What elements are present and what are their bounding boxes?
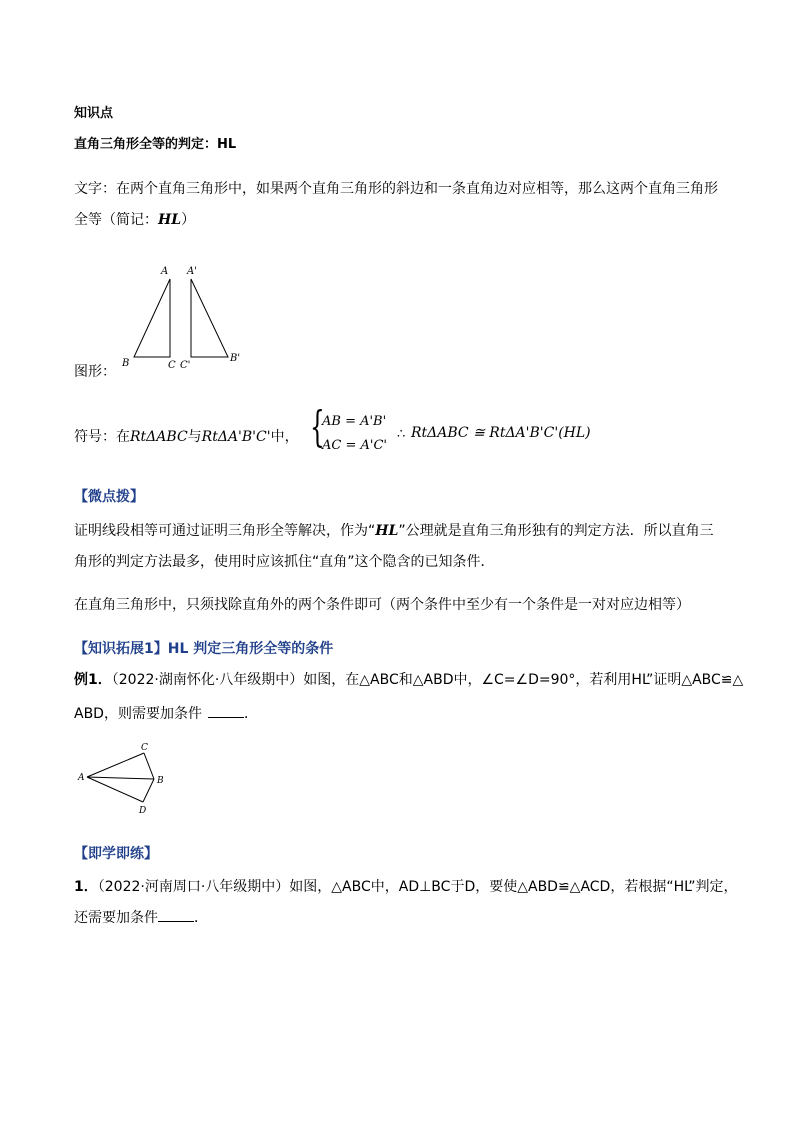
example-text-1: （2022·湖南怀化·八年级期中）如图，在△ABC和△ABD中，∠C=∠D=90°，若利用HL”证明△ABC≌△ (111, 672, 744, 688)
segment-ac (87, 753, 144, 777)
text-line-2 (74, 209, 195, 229)
example-point-c: C (141, 743, 148, 753)
congruent-triangles-figure (110, 258, 260, 373)
triangle-abc (134, 279, 170, 357)
text-hl-abbr: HL (158, 212, 182, 228)
tip-heading: 【微点拨】 (74, 489, 144, 505)
practice-heading: 【即学即练】 (74, 846, 158, 862)
tip-p1-a: 证明线段相等可通过证明三角形全等解决，作为“ (74, 523, 376, 539)
practice-answer-blank[interactable] (158, 907, 194, 922)
segment-ab (87, 777, 154, 779)
example-label: 例1． (74, 672, 112, 688)
segment-ad (87, 777, 143, 802)
section-title-knowledge: 知识点 (74, 106, 114, 121)
tip-p1-b: ”公理就是直角三角形独有的判定方法．所以直角三 (398, 523, 714, 539)
point-c2-label: C' (180, 360, 191, 371)
symbol-triangle-1: ΔABC (146, 429, 188, 445)
practice-text-2: 还需要加条件 (74, 910, 158, 926)
practice-item-label: 1． (74, 879, 98, 895)
symbol-zhong: 中， (270, 429, 299, 445)
example-line-1 (74, 669, 743, 689)
practice-line-1 (74, 876, 738, 896)
tip-paragraph-1-line-1 (74, 520, 714, 540)
segment-db (143, 779, 154, 802)
therefore-symbol: ∴ (397, 427, 406, 442)
practice-end: ． (194, 910, 208, 926)
text-line-2-start: 全等（简记： (74, 212, 158, 228)
symbol-conclusion: RtΔABC ≅ RtΔA'B'C'(HL) (411, 425, 591, 441)
example-end: ． (243, 706, 258, 722)
symbol-triangle-2: ΔA'B'C' (217, 429, 271, 445)
symbol-label: 符号： (74, 429, 116, 445)
practice-line-2 (74, 907, 208, 927)
triangle-a2b2c2 (191, 279, 228, 357)
example-answer-blank[interactable] (208, 703, 244, 718)
example-point-a: A (78, 773, 85, 783)
brace-symbol: { (310, 402, 325, 451)
example-point-b: B (157, 776, 164, 786)
hl-heading: 直角三角形全等的判定：HL (74, 137, 237, 152)
example-line-2 (74, 703, 258, 723)
example-point-d: D (139, 806, 147, 816)
point-c-label: C (168, 360, 176, 371)
symbol-and: 与 (187, 429, 202, 445)
condition-ab: AB = A'B' (322, 414, 387, 429)
point-a2-label: A' (187, 266, 197, 277)
condition-ac: AC = A'C' (322, 438, 387, 453)
segment-cb (144, 753, 154, 779)
tip-paragraph-2: 在直角三角形中，只须找除直角外的两个条件即可（两个条件中至少有一个条件是一对对应边相等） (74, 597, 690, 613)
point-a-label: A (161, 266, 169, 277)
symbol-rt-2: Rt (201, 429, 218, 445)
symbol-line (74, 426, 299, 446)
text-line-1 (74, 178, 718, 198)
text-line-2-close: ） (181, 212, 196, 228)
point-b-label: B (122, 358, 130, 369)
tip-hl: HL (375, 523, 399, 539)
tip-paragraph-1-line-2: 角形的判定方法最多，使用时应该抓住“直角”这个隐含的已知条件． (74, 554, 495, 570)
figure-label: 图形： (74, 364, 116, 380)
point-b2-label: B' (230, 353, 241, 364)
practice-text-1: （2022·河南周口·八年级期中）如图，△ABC中，AD⊥BC于D，要使△ABD≌△ACD，若根据“HL”判定， (97, 879, 738, 895)
text-definition: 在两个直角三角形中，如果两个直角三角形的斜边和一条直角边对应相等，那么这两个直角三角形 (116, 181, 718, 197)
symbol-in: 在 (116, 429, 130, 445)
text-label: 文字： (74, 181, 116, 197)
example-text-2: ABD，则需要加条件 (74, 706, 202, 722)
example-figure (75, 738, 175, 820)
symbol-rt-1: Rt (130, 429, 147, 445)
extension-heading: 【知识拓展1】HL 判定三角形全等的条件 (74, 641, 334, 657)
